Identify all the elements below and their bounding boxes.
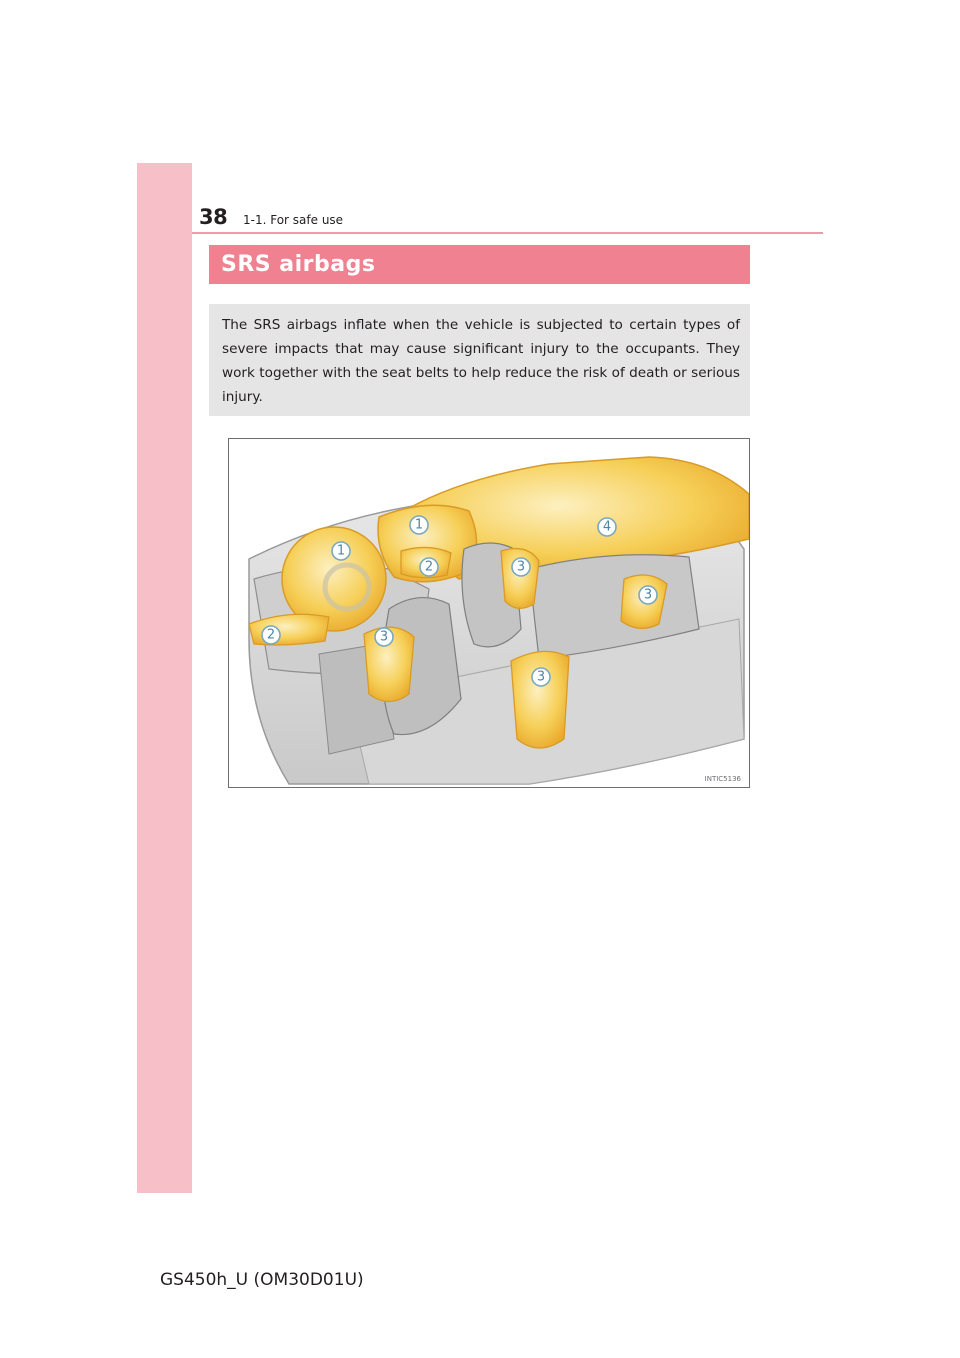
callout-4-curtain (598, 518, 616, 536)
svg-text:1: 1 (336, 543, 346, 559)
callout-3-rear-left (532, 668, 550, 686)
callout-3-passenger-side (512, 558, 530, 576)
footer-model-code: GS450h_U (OM30D01U) (160, 1270, 364, 1290)
section-label: 1-1. For safe use (243, 213, 344, 227)
section-title: SRS airbags (221, 252, 376, 277)
page-number: 38 (199, 205, 228, 229)
svg-text:3: 3 (516, 559, 526, 575)
callout-2-passenger (420, 558, 438, 576)
svg-text:1: 1 (414, 517, 424, 533)
svg-text:2: 2 (424, 559, 434, 575)
svg-text:3: 3 (536, 669, 546, 685)
callout-3-rear-right (639, 586, 657, 604)
callout-2-driver (262, 626, 280, 644)
airbag-illustration (228, 438, 750, 788)
figure-code: INTIC5136 (704, 775, 741, 783)
intro-text: The SRS airbags inflate when the vehicle is subjected to certain types of severe impacts that may cause significant injury to the occupants. They work together with the seat belts to help reduce the risk of death or serious injury. (222, 317, 740, 405)
vehicle-interior-drawing (229, 439, 749, 787)
section-title-bar (209, 245, 750, 284)
svg-text:2: 2 (266, 627, 276, 643)
callout-1-passenger (410, 516, 428, 534)
rear-left-side-airbag (511, 651, 569, 748)
callout-1-driver (332, 542, 350, 560)
svg-text:3: 3 (643, 587, 653, 603)
chapter-side-tab (137, 163, 192, 1193)
svg-text:3: 3 (379, 629, 389, 645)
header-rule (192, 232, 823, 234)
intro-box (209, 304, 750, 416)
callout-3-driver-side (375, 628, 393, 646)
svg-text:4: 4 (602, 519, 612, 535)
